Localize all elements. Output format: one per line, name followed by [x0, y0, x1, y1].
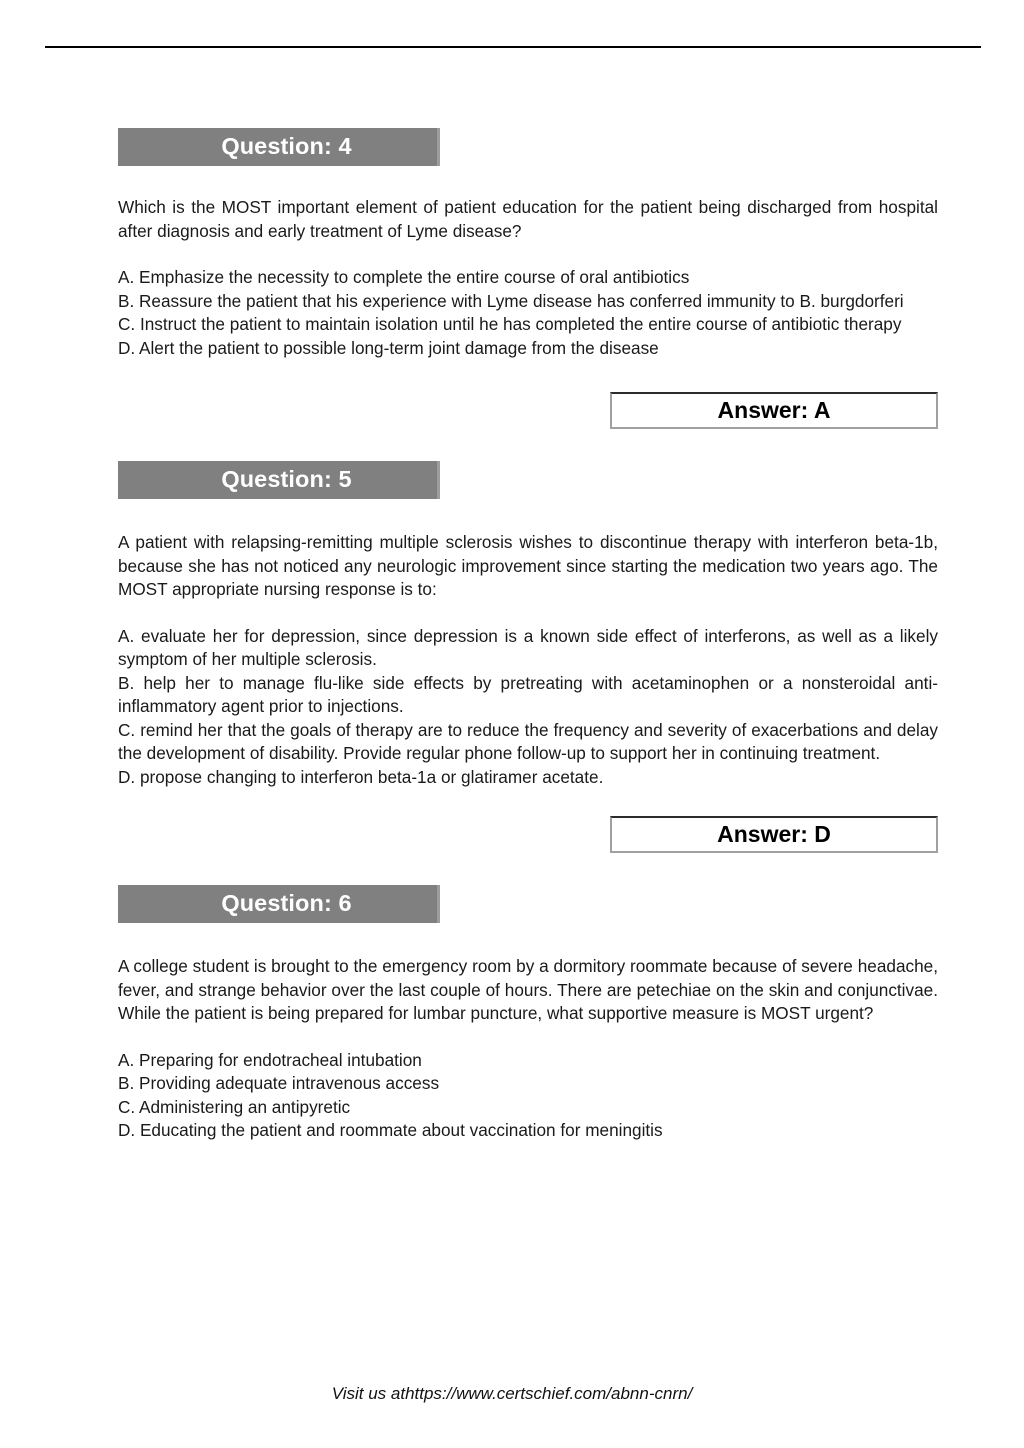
question-stem: Which is the MOST important element of patient education for the patient being discharged from hospital after diagnosis and early treatment of Lyme disease?	[118, 197, 938, 241]
question-banner-5	[118, 461, 440, 499]
question-banner-6	[118, 885, 440, 923]
header-divider	[45, 46, 981, 48]
question-block-6	[118, 885, 938, 1143]
page-footer	[0, 1384, 1024, 1404]
answer-row-4	[118, 392, 938, 429]
option-c[interactable]: C. remind her that the goals of therapy are to reduce the frequency and severity of exacerbations and delay the development of disability. Provide regular phone follow-up to support her in continuing treatment.	[118, 719, 938, 763]
question-options-6	[118, 1049, 938, 1143]
option-d[interactable]: D. Educating the patient and roommate about vaccination for meningitis	[118, 1120, 663, 1140]
answer-box	[610, 816, 938, 853]
option-a[interactable]: A. evaluate her for depression, since depression is a known side effect of interferons, as well as a likely symptom of her multiple sclerosis.	[118, 625, 938, 669]
option-a[interactable]: A. Emphasize the necessity to complete the entire course of oral antibiotics	[118, 267, 690, 287]
question-banner-label: Question: 4	[221, 133, 352, 160]
answer-label: Answer: D	[717, 821, 831, 847]
question-banner-label: Question: 6	[221, 890, 352, 917]
option-d[interactable]: D. propose changing to interferon beta-1a or glatiramer acetate.	[118, 766, 604, 787]
question-block-5	[118, 461, 938, 853]
option-c[interactable]: C. Administering an antipyretic	[118, 1096, 351, 1117]
option-a[interactable]: A. Preparing for endotracheal intubation	[118, 1049, 422, 1070]
answer-box	[610, 392, 938, 429]
answer-row-5	[118, 816, 938, 853]
question-stem: A college student is brought to the emergency room by a dormitory roommate because of severe headache, fever, and strange behavior over the last couple of hours. There are petechiae on the skin and conjunctivae. While the patient is being prepared for lumbar puncture, what supportive measure is MOST urgent?	[118, 956, 938, 1023]
question-banner-4	[118, 128, 440, 166]
footer-url-text[interactable]: Visit us athttps://www.certschief.com/abnn-cnrn/	[331, 1384, 693, 1403]
question-options-5	[118, 625, 938, 790]
option-b[interactable]: B. help her to manage flu-like side effects by pretreating with acetaminophen or a nonsteroidal anti-inflammatory agent prior to injections.	[118, 672, 938, 716]
question-stem: A patient with relapsing-remitting multiple sclerosis wishes to discontinue therapy with interferon beta-1b, because she has not noticed any neurologic improvement since starting the medication two years ago. The MOST appropriate nursing response is to:	[118, 532, 938, 599]
question-options-4	[118, 266, 938, 360]
option-c[interactable]: C. Instruct the patient to maintain isolation until he has completed the entire course of antibiotic therapy	[118, 314, 902, 334]
questions-container	[118, 128, 938, 1143]
option-b[interactable]: B. Providing adequate intravenous access	[118, 1073, 440, 1093]
answer-label: Answer: A	[717, 397, 831, 423]
question-banner-label: Question: 5	[221, 466, 352, 493]
option-b[interactable]: B. Reassure the patient that his experience with Lyme disease has conferred immunity to B. burgdorferi	[118, 290, 904, 311]
question-block-4	[118, 128, 938, 429]
option-d[interactable]: D. Alert the patient to possible long-term joint damage from the disease	[118, 337, 659, 358]
